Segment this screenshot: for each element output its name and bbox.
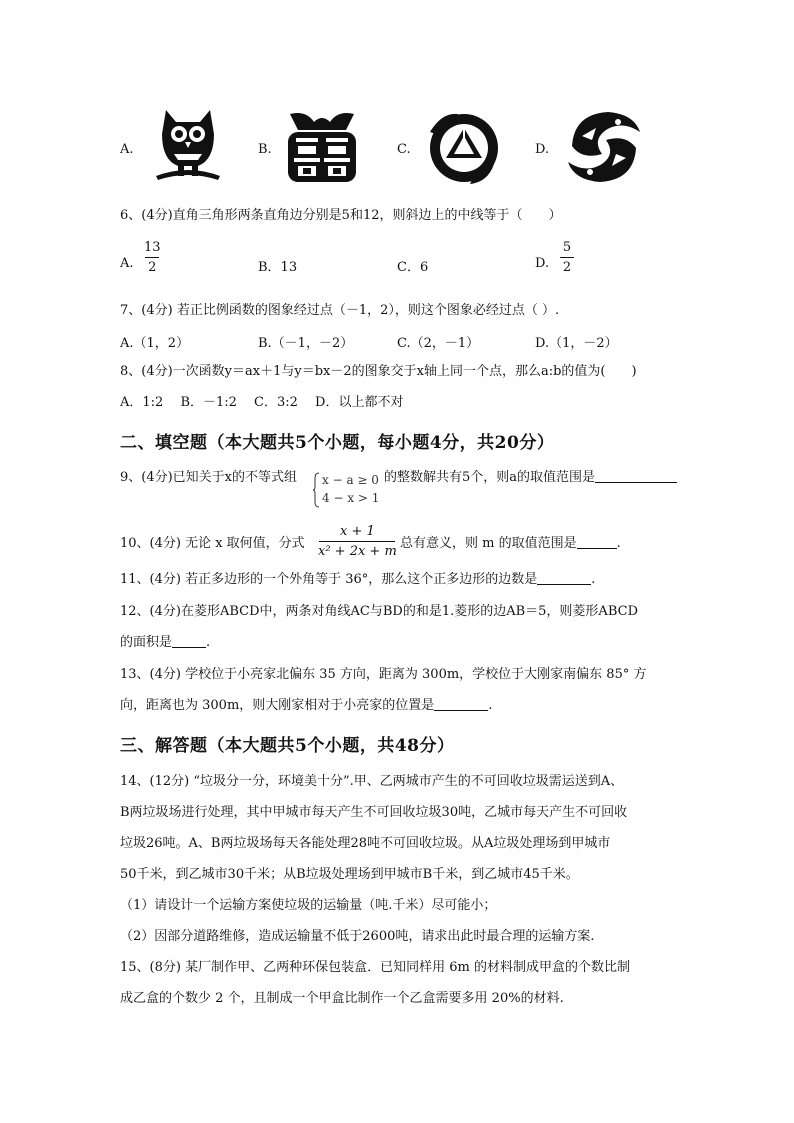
inequality-2: 4 − x > 1 <box>322 491 380 505</box>
question-7-stem: 7、(4分) 若正比例函数的图象经过点（－1，2），则这个图象必经过点（ ）. <box>120 303 560 318</box>
question-9-suffix <box>384 469 677 487</box>
answer-blank[interactable] <box>577 536 617 549</box>
question-14-line3: 垃圾26吨。A、B两垃圾场每天各能处理28吨不可回收垃圾。从A垃圾处理场到甲城市 <box>120 836 611 851</box>
q12-line2-text: 的面积是 <box>120 635 173 650</box>
answer-blank[interactable] <box>595 470 677 483</box>
q6-option-d-label: D. <box>535 256 550 271</box>
question-14-sub1: （1）请设计一个运输方案使垃圾的运输量（吨.千米）尽可能小； <box>120 898 497 913</box>
question-15-line1: 15、(8分) 某厂制作甲、乙两种环保包装盒．已知同样用 6m 的材料制成甲盒的个数比制 <box>120 960 630 975</box>
question-11 <box>120 571 595 589</box>
option-c-label: C. <box>397 142 411 157</box>
q12-end: . <box>206 635 211 650</box>
option-a-label: A. <box>120 142 134 157</box>
fraction-denominator: x² + 2x + m <box>318 544 397 559</box>
q13-line2-text: 向，距离也为 300m，则大刚家相对于小亮家的位置是 <box>120 698 435 713</box>
double-happiness-papercut-icon <box>284 108 360 186</box>
question-13-line1: 13、(4分) 学校位于小亮家北偏东 35 方向，距离为 300m，学校位于大刚家南偏东 85° 方 <box>120 667 647 682</box>
fraction-numerator: x + 1 <box>340 524 375 539</box>
section-3-heading: 三、解答题（本大题共5个小题，共48分） <box>120 736 455 756</box>
question-8-stem: 8、(4分)一次函数y＝ax＋1与y＝bx－2的图象交于x轴上同一个点，那么a:b的值为( ) <box>120 364 637 379</box>
question-13-line2 <box>120 697 492 715</box>
q7-option-b: B.（－1，－2） <box>258 336 354 351</box>
question-14-line4: 50千米，到乙城市30千米；从B垃圾处理场到甲城市B千米，到乙城市45千米。 <box>120 867 579 882</box>
q6-option-a-label: A. <box>120 256 134 271</box>
triangle-bird-papercut-icon <box>422 106 506 186</box>
fish-papercut-icon <box>562 106 646 188</box>
q6-option-c: C．6 <box>397 260 429 275</box>
section-2-heading: 二、填空题（本大题共5个小题，每小题4分，共20分） <box>120 433 555 453</box>
q7-option-a: A.（1，2） <box>120 336 190 351</box>
fraction-denominator: 2 <box>148 260 157 275</box>
fraction-denominator: 2 <box>562 260 572 275</box>
question-6-stem: 6、(4分)直角三角形两条直角边分别是5和12，则斜边上的中线等于（ ） <box>120 208 562 223</box>
fraction-numerator: 5 <box>562 240 572 255</box>
q6-option-d-fraction <box>560 240 574 275</box>
answer-blank[interactable] <box>172 635 206 648</box>
owl-papercut-icon <box>152 104 224 186</box>
q10-end: . <box>616 536 621 551</box>
inequality-1: x − a ≥ 0 <box>322 473 379 487</box>
q9-suffix-text: 的整数解共有5个，则a的取值范围是 <box>384 470 596 485</box>
question-10-prefix: 10、(4分) 无论 x 取何值，分式 <box>120 536 305 551</box>
option-b-label: B. <box>258 142 272 157</box>
q10-suffix-text: 总有意义，则 m 的取值范围是 <box>400 536 577 551</box>
brace-icon <box>312 472 320 508</box>
fraction-bar <box>319 541 395 542</box>
question-14-line2: B两垃圾场进行处理，其中甲城市每天产生不可回收垃圾30吨，乙城市每天产生不可回收 <box>120 805 628 820</box>
q11-end: . <box>591 572 596 587</box>
q11-text: 11、(4分) 若正多边形的一个外角等于 36°，那么这个正多边形的边数是 <box>120 572 538 587</box>
fraction-bar <box>560 257 574 258</box>
q8-options: A．1:2 B．－1:2 C．3:2 D．以上都不对 <box>120 395 404 410</box>
answer-blank[interactable] <box>434 698 488 711</box>
question-10-suffix <box>400 535 621 553</box>
question-9-prefix: 9、(4分)已知关于x的不等式组 <box>120 470 298 485</box>
q13-end: . <box>488 698 493 713</box>
question-12-line1: 12、(4分)在菱形ABCD中，两条对角线AC与BD的和是1.菱形的边AB＝5，则菱形ABCD <box>120 604 638 619</box>
q6-option-a-fraction <box>144 240 161 275</box>
fraction-numerator: 13 <box>144 240 161 255</box>
answer-blank[interactable] <box>537 572 591 585</box>
q7-option-c: C.（2，－1） <box>397 336 480 351</box>
fraction-bar <box>145 257 159 258</box>
option-d-label: D. <box>535 142 550 157</box>
q6-option-b: B．13 <box>258 260 298 275</box>
question-15-line2: 成乙盒的个数少 2 个，且制成一个甲盒比制作一个乙盒需要多用 20%的材料. <box>120 991 564 1006</box>
question-14-line1: 14、(12分) “垃圾分一分，环境美十分”.甲、乙两城市产生的不可回收垃圾需运送到A、 <box>120 774 624 789</box>
question-14-sub2: （2）因部分道路维修，造成运输量不低于2600吨，请求出此时最合理的运输方案. <box>120 929 595 944</box>
q7-option-d: D.（1，－2） <box>535 336 618 351</box>
question-12-line2 <box>120 634 210 652</box>
q10-fraction <box>318 524 397 559</box>
